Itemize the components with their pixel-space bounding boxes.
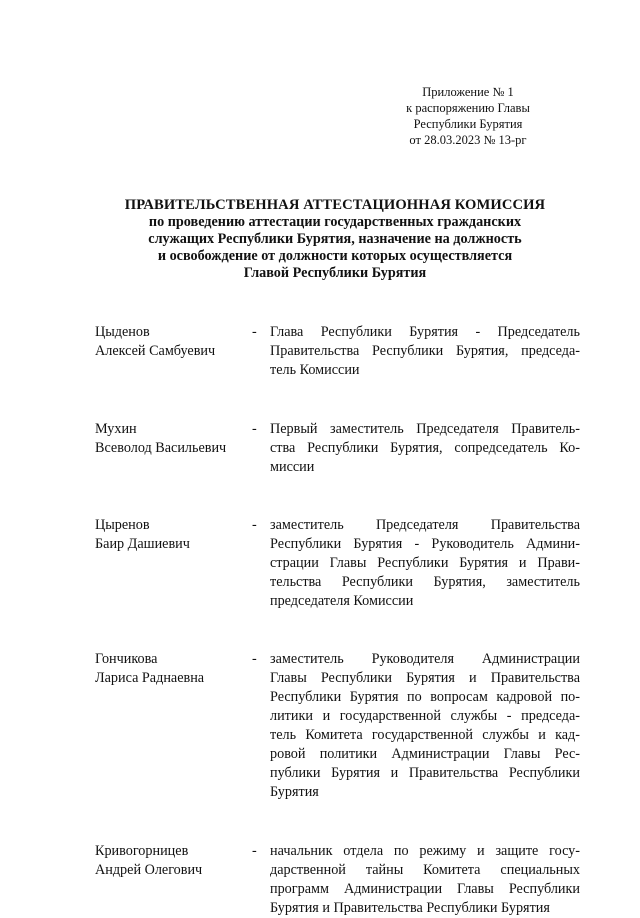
member-name xyxy=(95,420,245,458)
member-surname: Мухин xyxy=(95,421,137,437)
member-name xyxy=(95,516,245,554)
member-entry xyxy=(95,323,580,380)
role-line: заместитель Руководителя Администрации xyxy=(270,651,580,667)
heading-line: по проведению аттестации государственных гражданских xyxy=(148,214,522,230)
heading-line: и освобождение от должности которых осуществляется xyxy=(157,248,513,264)
role-line: дарственной тайны Комитета специальных xyxy=(270,862,580,878)
role-line: председателя Комиссии xyxy=(270,593,414,609)
appendix-note xyxy=(380,84,556,148)
member-dash: - xyxy=(252,517,257,533)
role-line: Республики Бурятия по вопросам кадровой по- xyxy=(270,689,580,705)
role-line: ства Республики Бурятия, сопредседатель Ко- xyxy=(270,440,580,456)
member-surname: Гончикова xyxy=(95,651,158,667)
role-line: публики Бурятия и Правительства Республики xyxy=(270,765,580,781)
members-list xyxy=(95,323,580,918)
commission-title: ПРАВИТЕЛЬСТВЕННАЯ АТТЕСТАЦИОННАЯ КОМИССИЯ xyxy=(124,197,546,213)
member-given-name: Алексей Самбуевич xyxy=(95,343,216,359)
role-line: Бурятия и Правительства Республики Бурятия xyxy=(270,900,550,916)
role-line: тельства Республики Бурятия, заместитель xyxy=(270,574,580,590)
role-line: ровой политики Администрации Главы Рес- xyxy=(270,746,580,762)
role-line: тель Комиссии xyxy=(270,362,360,378)
member-role xyxy=(270,650,580,802)
role-line: литики и государственной службы - председа- xyxy=(270,708,580,724)
member-given-name: Всеволод Васильевич xyxy=(95,440,227,456)
member-given-name: Андрей Олегович xyxy=(95,862,203,878)
member-surname: Кривогорницев xyxy=(95,843,189,859)
member-name xyxy=(95,650,245,688)
role-line: заместитель Председателя Правительства xyxy=(270,517,580,533)
member-dash: - xyxy=(252,843,257,859)
appendix-line: от 28.03.2023 № 13-рг xyxy=(409,133,527,147)
appendix-line: Приложение № 1 xyxy=(422,85,514,99)
member-role xyxy=(270,516,580,611)
member-given-name: Лариса Раднаевна xyxy=(95,670,205,686)
role-line: Республики Бурятия - Руководитель Админи- xyxy=(270,536,580,552)
appendix-line: к распоряжению Главы xyxy=(406,101,530,115)
member-surname: Цыденов xyxy=(95,324,150,340)
member-name xyxy=(95,842,245,880)
role-line: начальник отдела по режиму и защите госу- xyxy=(270,843,580,859)
member-dash: - xyxy=(252,324,257,340)
member-name xyxy=(95,323,245,361)
role-line: программ Администрации Главы Республики xyxy=(270,881,580,897)
member-entry xyxy=(95,650,580,802)
member-entry xyxy=(95,516,580,611)
member-dash: - xyxy=(252,421,257,437)
role-line: миссии xyxy=(270,459,315,475)
heading-line: Главой Республики Бурятия xyxy=(243,265,427,281)
appendix-line: Республики Бурятия xyxy=(413,117,523,131)
member-role xyxy=(270,420,580,477)
role-line: Правительства Республики Бурятия, председа- xyxy=(270,343,580,359)
member-role xyxy=(270,842,580,918)
member-given-name: Баир Дашиевич xyxy=(95,536,190,552)
member-entry xyxy=(95,842,580,918)
role-line: страции Главы Республики Бурятия и Прави- xyxy=(270,555,580,571)
role-line: Бурятия xyxy=(270,784,319,800)
role-line: Главы Республики Бурятия и Правительства xyxy=(270,670,580,686)
role-line: Первый заместитель Председателя Правитель- xyxy=(270,421,580,437)
member-surname: Цыренов xyxy=(95,517,150,533)
role-line: тель Комитета государственной службы и кад- xyxy=(270,727,580,743)
document-heading xyxy=(70,197,600,282)
role-line: Глава Республики Бурятия - Председатель xyxy=(270,324,580,340)
member-role xyxy=(270,323,580,380)
member-dash: - xyxy=(252,651,257,667)
member-entry xyxy=(95,420,580,477)
heading-line: служащих Республики Бурятия, назначение на должность xyxy=(148,231,522,247)
